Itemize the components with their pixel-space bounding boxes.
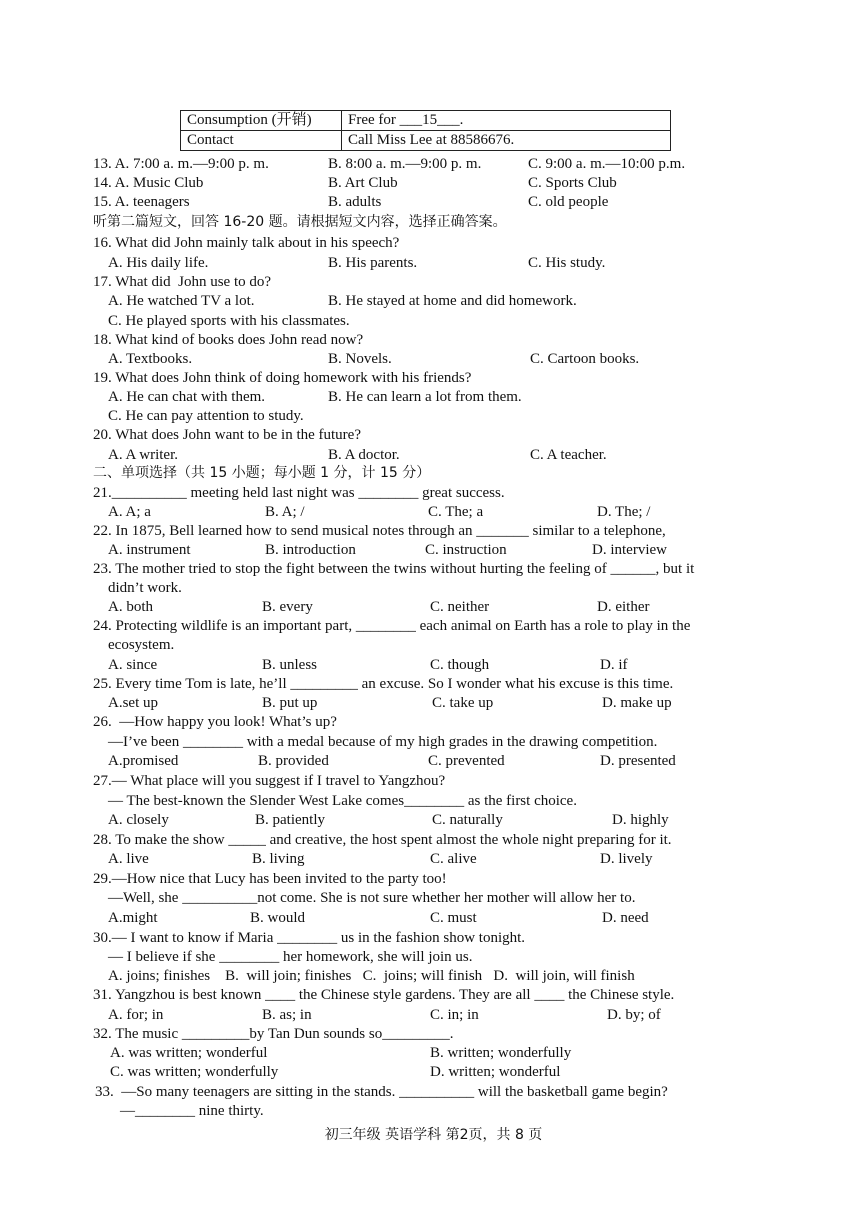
info-table — [180, 110, 671, 151]
text-line: D. if — [600, 657, 628, 673]
text-line: D. interview — [592, 542, 667, 558]
text-line: B. unless — [262, 657, 318, 673]
text-line: 14. A. Music Club — [93, 175, 204, 191]
text-line: D. written; wonderful — [430, 1064, 561, 1080]
text-line: A. since — [108, 657, 158, 673]
text-line: B. Novels. — [328, 351, 392, 367]
text-line: A. was written; wonderful — [110, 1045, 268, 1061]
text-line: 22. In 1875, Bell learned how to send musical notes through an _______ similar to a telephone, — [93, 523, 666, 539]
text-line: 15. A. teenagers — [93, 194, 190, 210]
text-line: C. Cartoon books. — [530, 351, 640, 367]
text-line: A. Textbooks. — [108, 351, 193, 367]
text-line: B. He stayed at home and did homework. — [328, 293, 577, 309]
text-line: B. put up — [262, 695, 318, 711]
text-line: 24. Protecting wildlife is an important part, ________ each animal on Earth has a role to play in the — [93, 618, 691, 634]
text-line: B. patiently — [255, 812, 325, 828]
text-line: 13. A. 7:00 a. m.—9:00 p. m. — [93, 156, 269, 172]
text-line: B. written; wonderfully — [430, 1045, 572, 1061]
text-line: C. alive — [430, 851, 477, 867]
text-line: A.promised — [108, 753, 179, 769]
text-line: B. adults — [328, 194, 382, 210]
text-line: C. prevented — [428, 753, 505, 769]
text-line: D. highly — [612, 812, 669, 828]
text-line: 21.__________ meeting held last night was ________ great success. — [93, 485, 505, 501]
text-line: C. Sports Club — [528, 175, 617, 191]
text-line: 33. —So many teenagers are sitting in the stands. __________ will the basketball game begin? — [95, 1084, 668, 1100]
text-line: C. though — [430, 657, 490, 673]
text-line: C. naturally — [432, 812, 503, 828]
text-line: D. by; of — [607, 1007, 661, 1023]
text-line: 听第二篇短文，回答 16-20 题。请根据短文内容，选择正确答案。 — [93, 214, 507, 230]
text-line: B. A; / — [265, 504, 305, 520]
text-line: C. He can pay attention to study. — [108, 408, 304, 424]
text-line: B. would — [250, 910, 306, 926]
text-line: D. The; / — [597, 504, 651, 520]
text-line: —________ nine thirty. — [120, 1103, 264, 1119]
text-line: D. need — [602, 910, 649, 926]
table-row — [181, 131, 671, 151]
text-line: C. in; in — [430, 1007, 479, 1023]
text-line: C. old people — [528, 194, 609, 210]
text-line: B. provided — [258, 753, 329, 769]
text-line: 30.— I want to know if Maria ________ us in the fashion show tonight. — [93, 930, 526, 946]
text-line: A. live — [108, 851, 149, 867]
table-cell-label: Consumption (开销) — [181, 111, 342, 131]
text-line: C. take up — [432, 695, 494, 711]
text-line: C. His study. — [528, 255, 606, 271]
text-line: ecosystem. — [108, 637, 175, 653]
table-cell-value: Free for ___15___. — [342, 111, 671, 131]
text-line: A. both — [108, 599, 153, 615]
text-line: 31. Yangzhou is best known ____ the Chinese style gardens. They are all ____ the Chinese style. — [93, 987, 675, 1003]
text-line: 32. The music _________by Tan Dun sounds so_________. — [93, 1026, 454, 1042]
text-line: C. must — [430, 910, 477, 926]
text-line: 26. —How happy you look! What’s up? — [93, 714, 337, 730]
text-line: A. closely — [108, 812, 169, 828]
text-line: B. His parents. — [328, 255, 418, 271]
text-line: 16. What did John mainly talk about in his speech? — [93, 235, 400, 251]
page-footer: 初三年级 英语学科 第2页，共 8 页 — [324, 1127, 543, 1143]
text-line: A. His daily life. — [108, 255, 209, 271]
text-line: B. living — [252, 851, 305, 867]
table-cell-label: Contact — [181, 131, 342, 151]
table-row — [181, 111, 671, 131]
text-line: B. as; in — [262, 1007, 312, 1023]
text-line: C. was written; wonderfully — [110, 1064, 279, 1080]
text-line: 19. What does John think of doing homework with his friends? — [93, 370, 472, 386]
text-line: —I’ve been ________ with a medal because of my high grades in the drawing competition. — [108, 734, 658, 750]
text-line: C. A teacher. — [530, 447, 607, 463]
text-line: B. introduction — [265, 542, 356, 558]
text-line: 29.—How nice that Lucy has been invited to the party too! — [93, 871, 447, 887]
table-cell-value: Call Miss Lee at 88586676. — [342, 131, 671, 151]
text-line: — I believe if she ________ her homework, she will join us. — [108, 949, 473, 965]
text-line: D. make up — [602, 695, 672, 711]
text-line: 18. What kind of books does John read now? — [93, 332, 364, 348]
text-line: C. neither — [430, 599, 490, 615]
text-line: 28. To make the show _____ and creative, the host spent almost the whole night preparing for it. — [93, 832, 672, 848]
text-line: D. either — [597, 599, 650, 615]
text-line: — The best-known the Slender West Lake comes________ as the first choice. — [108, 793, 577, 809]
text-line: 27.— What place will you suggest if I travel to Yangzhou? — [93, 773, 446, 789]
text-line: A. A writer. — [108, 447, 178, 463]
text-line: didn’t work. — [108, 580, 182, 596]
text-line: D. presented — [600, 753, 676, 769]
text-line: C. instruction — [425, 542, 507, 558]
text-line: A.set up — [108, 695, 158, 711]
text-line: A. instrument — [108, 542, 191, 558]
text-line: C. He played sports with his classmates. — [108, 313, 350, 329]
text-line: 23. The mother tried to stop the fight between the twins without hurting the feeling of ______, but it — [93, 561, 695, 577]
text-line: B. He can learn a lot from them. — [328, 389, 522, 405]
text-line: A. for; in — [108, 1007, 164, 1023]
text-line: A. He can chat with them. — [108, 389, 266, 405]
text-line: D. lively — [600, 851, 653, 867]
text-line: 二、单项选择（共 15 小题；每小题 1 分，计 15 分） — [93, 465, 431, 481]
text-line: A. He watched TV a lot. — [108, 293, 255, 309]
text-line: 17. What did John use to do? — [93, 274, 272, 290]
text-line: B. 8:00 a. m.—9:00 p. m. — [328, 156, 482, 172]
text-line: B. every — [262, 599, 313, 615]
text-line: B. Art Club — [328, 175, 398, 191]
text-line: B. A doctor. — [328, 447, 400, 463]
text-line: C. The; a — [428, 504, 484, 520]
text-line: C. 9:00 a. m.—10:00 p.m. — [528, 156, 686, 172]
text-line: A. A; a — [108, 504, 151, 520]
text-line: A.might — [108, 910, 158, 926]
text-line: 25. Every time Tom is late, he’ll _________ an excuse. So I wonder what his excuse is this time. — [93, 676, 674, 692]
text-line: A. joins; finishes B. will join; finishes C. joins; will finish D. will join, will finish — [108, 968, 635, 984]
text-line: 20. What does John want to be in the future? — [93, 427, 361, 443]
text-line: —Well, she __________not come. She is not sure whether her mother will allow her to. — [108, 890, 636, 906]
